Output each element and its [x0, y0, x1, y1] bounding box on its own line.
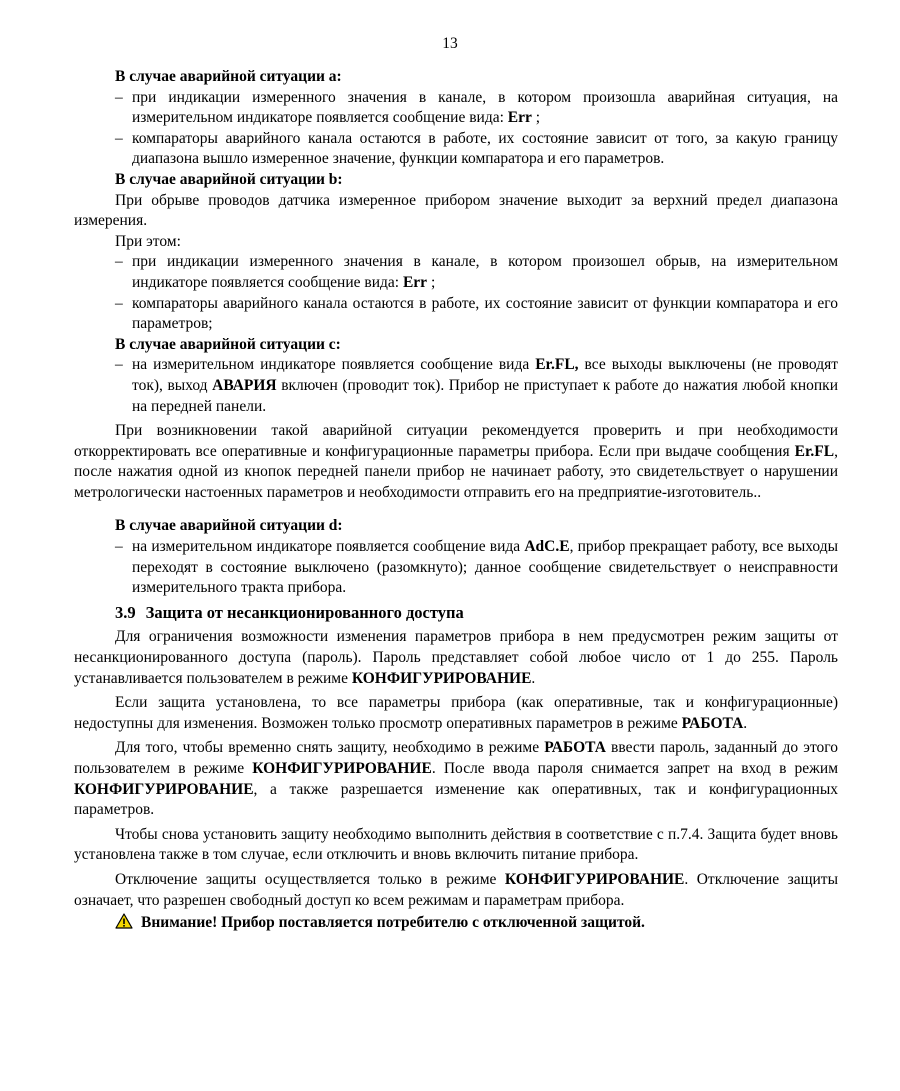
case-a-item-1: – при индикации измеренного значения в канале, в котором произошла аварийная ситуация, на измерительном индикаторе появляется сообщение вида: Err ;: [115, 88, 838, 127]
warning-triangle-icon: [115, 913, 133, 936]
case-b-item-1: – при индикации измеренного значения в канале, в котором произошел обрыв, на измерительном индикаторе появляется сообщение вида: Err ;: [115, 253, 838, 291]
output-name: АВАРИЯ: [212, 376, 277, 394]
section-title: Защита от несанкционированного доступа: [145, 602, 464, 622]
section-number: 3.9: [115, 602, 136, 622]
case-b-pri-etom: При этом:: [115, 232, 181, 250]
list-dash: –: [115, 129, 123, 147]
page-content: [74, 67, 838, 936]
error-code: AdC.E: [524, 538, 570, 556]
case-b-heading: В случае аварийной ситуации b:: [115, 170, 343, 188]
list-dash: –: [115, 294, 123, 312]
section-heading: [74, 603, 838, 624]
paragraph-2: Если защита установлена, то все параметры прибора (как оперативные, так и конфигурационные) недоступны для изменения. Возможен только просмотр оперативных параметров в режиме РАБОТА.: [74, 694, 838, 732]
case-a-item-2: – компараторы аварийного канала остаются в работе, их состояние зависит от того, за какую границу диапазона вышло измеренное значение, функции компаратора и его параметров.: [115, 129, 838, 168]
list-dash: –: [115, 88, 123, 106]
page-number: 13: [442, 35, 458, 52]
case-d-heading: В случае аварийной ситуации d:: [115, 517, 343, 535]
paragraph-5: Отключение защиты осуществляется только в режиме КОНФИГУРИРОВАНИЕ. Отключение защиты означает, что разрешен свободный доступ ко всем режимам и параметрам прибора.: [74, 870, 838, 909]
case-c-heading: В случае аварийной ситуации c:: [115, 335, 341, 353]
paragraph-4: Чтобы снова установить защиту необходимо выполнить действия в соответствие с п.7.4. Защита будет вновь установлена также в том случае, если отключить и вновь включить питание прибора.: [74, 825, 838, 864]
error-code: Err: [402, 273, 428, 291]
case-b-item-2: – компараторы аварийного канала остаются в работе, их состояние зависит от функции компаратора и его параметров;: [115, 294, 838, 333]
case-c-paragraph: При возникновении такой аварийной ситуации рекомендуется проверить и при необходимости откорректировать все оперативные и конфигурационные параметры прибора. Если при выдаче сообщения Er.FL, после нажатия одной из кнопок передней панели прибор не начинает работу, это свидетельствует о нарушении метрологически настоенных параметров и необходимости отправить его на предприятие-изготовитель..: [74, 422, 838, 501]
list-dash: –: [115, 356, 123, 374]
case-a-heading: В случае аварийной ситуации a:: [115, 68, 342, 85]
list-dash: –: [115, 253, 123, 271]
warning-text: Внимание! Прибор поставляется потребителю с отключенной защитой.: [141, 914, 645, 932]
error-code: Er.FL: [794, 442, 835, 460]
list-dash: –: [115, 538, 123, 556]
warning-note: [74, 913, 838, 936]
case-b-intro: При обрыве проводов датчика измеренное прибором значение выходит за верхний предел диапазона измерения.: [74, 191, 838, 230]
paragraph-1: Для ограничения возможности изменения параметров прибора в нем предусмотрен режим защиты от несанкционированного доступа (пароль). Пароль представляет собой любое число от 1 до 255. Пароль устанавливается пользователем в режиме КОНФИГУРИРОВАНИЕ.: [74, 628, 838, 687]
paragraph-3: Для того, чтобы временно снять защиту, необходимо в режиме РАБОТА ввести пароль, заданный до этого пользователем в режиме КОНФИГУРИРОВАНИЕ. После ввода пароля снимается запрет на вход в режим КОНФИГУРИРОВАНИЕ, а также разрешается изменение как оперативных, так и конфигурационных параметров.: [74, 739, 838, 819]
case-d-item-1: – на измерительном индикаторе появляется сообщение вида AdC.E, прибор прекращает работу, все выходы переходят в состояние выключено (разомкнуто); данное сообщение свидетельствует о неисправности измерительного тракта прибора.: [115, 538, 839, 597]
error-code: Er.FL,: [535, 356, 579, 374]
error-code: Err: [507, 109, 532, 127]
case-c-item-1: – на измерительном индикаторе появляется сообщение вида Er.FL, все выходы выключены (не проводят ток), выход АВАРИЯ включен (проводит ток). Прибор не приступает к работе до нажатия любой кнопки на передней панели.: [115, 356, 838, 415]
